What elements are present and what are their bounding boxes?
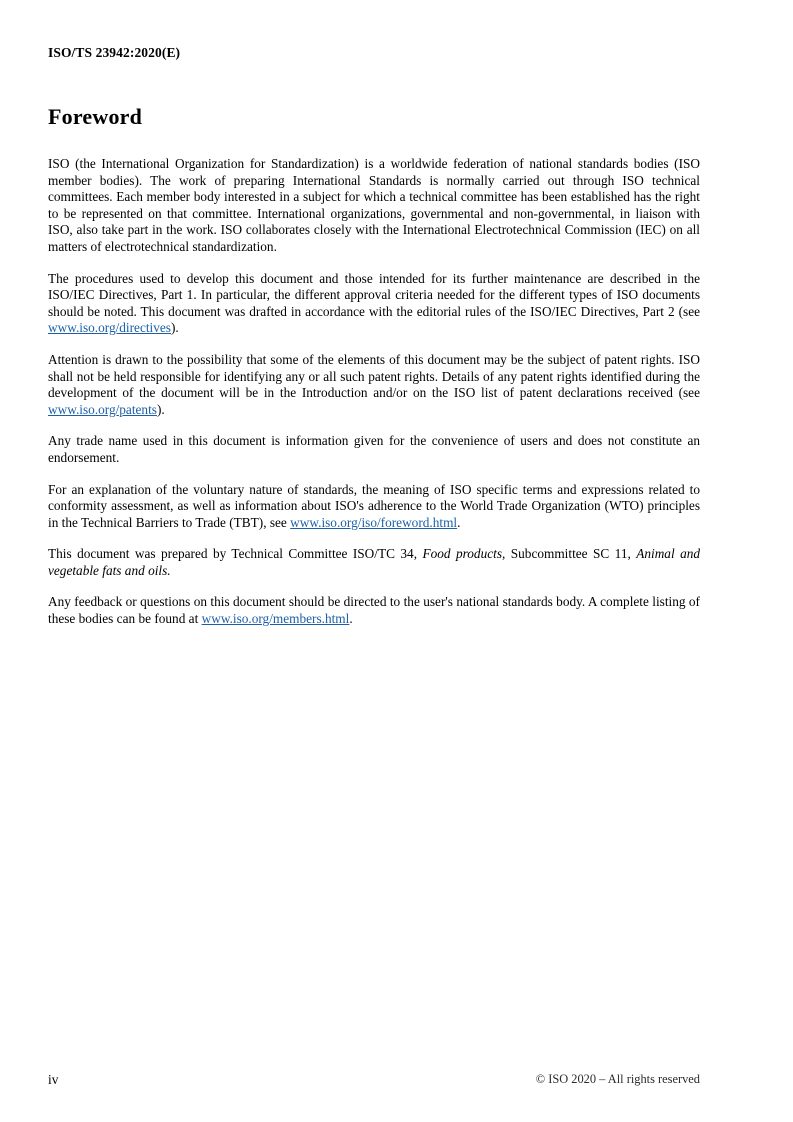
paragraph-7-text-after: . [349, 611, 353, 627]
paragraph-3-text-after: ). [156, 401, 165, 417]
paragraph-6 [48, 546, 700, 579]
committee-title-food-products: Food products [422, 546, 502, 562]
paragraph-3-text-before: Attention is drawn to the possibility that some of the elements of this document may be the subject of patent rights. ISO shall not be held responsible for identifying any or all such patent rights. Details of any patent rights identified during the development of the document will be in the Introduction and/or on the ISO list of patent declarations received (see [48, 351, 700, 401]
paragraph-4: Any trade name used in this document is information given for the convenience of users and does not constitute an endorsement. [48, 433, 700, 465]
paragraph-5-text-after: . [457, 514, 461, 530]
paragraph-2 [48, 271, 700, 337]
paragraph-7 [48, 594, 700, 627]
paragraph-2-text-before: The procedures used to develop this document and those intended for its further maintenance are described in the ISO/IEC Directives, Part 1. In particular, the different approval criteria needed for the different types of ISO documents should be noted. This document was drafted in accordance with the editorial rules of the ISO/IEC Directives, Part 2 (see [48, 270, 700, 319]
page-content [48, 104, 700, 628]
footer-page-number: iv [48, 1072, 59, 1087]
subcommittee-title-fats-and-oils: Animal and vegetable fats and oils. [48, 546, 701, 578]
document-header-code: ISO/TS 23942:2020(E) [48, 45, 181, 60]
link-iso-directives[interactable]: www.iso.org/directives [48, 320, 171, 336]
link-iso-members[interactable]: www.iso.org/members.html [201, 611, 350, 627]
paragraph-1: ISO (the International Organization for Standardization) is a worldwide federation of national standards bodies (ISO member bodies). The work of preparing International Standards is normally carried out through ISO technical committees. Each member body interested in a subject for which a technical committee has been established has the right to be represented on that committee. International organizations, governmental and non-governmental, in liaison with ISO, also take part in the work. ISO collaborates closely with the International Electrotechnical Commission (IEC) on all matters of electrotechnical standardization. [48, 156, 700, 254]
paragraph-5-text-before: For an explanation of the voluntary nature of standards, the meaning of ISO specific terms and expressions related to conformity assessment, as well as information about ISO's adherence to the World Trade Organization (WTO) principles in the Technical Barriers to Trade (TBT), see [48, 481, 700, 530]
paragraph-7-text-before: Any feedback or questions on this document should be directed to the user's national standards body. A complete listing of these bodies can be found at [48, 594, 700, 627]
link-iso-foreword[interactable]: www.iso.org/iso/foreword.html [290, 514, 458, 530]
paragraph-2-text-after: ). [170, 320, 179, 336]
paragraph-3 [48, 352, 700, 418]
footer-copyright: © ISO 2020 – All rights reserved [535, 1072, 700, 1086]
paragraph-6-text-before: This document was prepared by Technical Committee ISO/TC 34, [48, 546, 423, 562]
paragraph-5 [48, 482, 700, 532]
page-title: Foreword [48, 104, 143, 129]
paragraph-6-text-between: , Subcommittee SC 11, [502, 546, 637, 562]
link-iso-patents[interactable]: www.iso.org/patents [48, 401, 157, 417]
